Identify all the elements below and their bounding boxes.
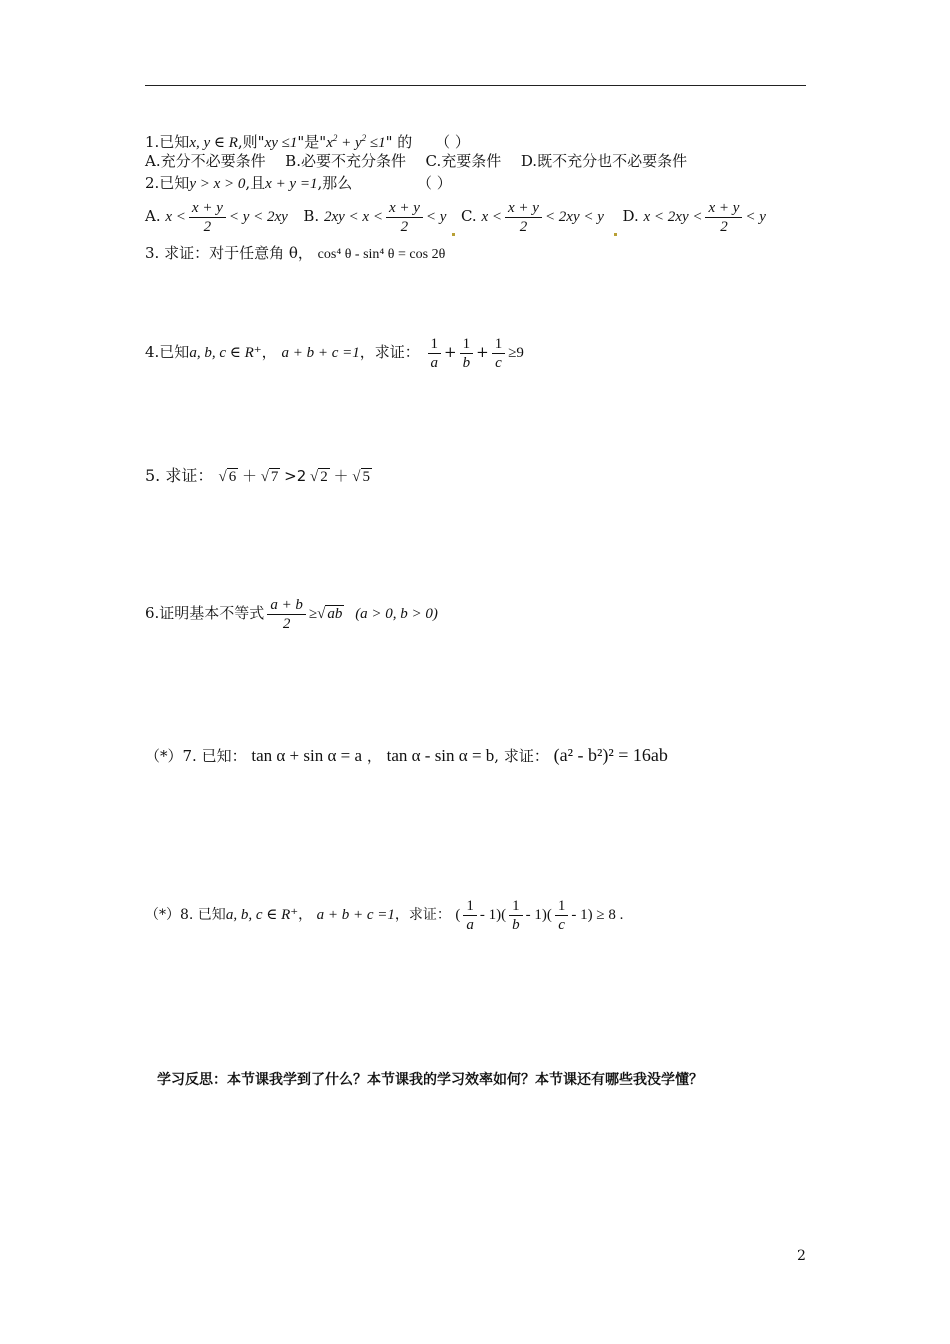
q4-condition: a + b + c =1 [281, 345, 360, 361]
q7-eq-1: tan α + sin α = a [251, 746, 363, 765]
q7-stem-b: , 求证： [494, 747, 549, 765]
q1-stem-b: ,则" [237, 133, 265, 151]
q1-condition: x, y ∈ R [189, 135, 238, 151]
q8-set: a, b, c ∈ R⁺ [225, 907, 299, 923]
q4-expression: $\frac{1}{a}$ + $\frac{1}{b}$ + $\frac{1}{c}$ ≥9 [425, 343, 524, 361]
q5-text: 5. 求证： [145, 466, 214, 485]
q1-mid: "是" [297, 133, 327, 151]
q8-stem: （*）8. 已知 [145, 907, 226, 923]
q6-text: 6.证明基本不等式 [145, 604, 265, 622]
q2-options [145, 197, 766, 236]
q1-expr1: xy ≤1 [264, 135, 298, 151]
q2-answer-paren: （ ） [417, 174, 452, 192]
q2-condition-1: y > x > 0 [189, 176, 246, 192]
q1-answer-paren: （ ） [435, 133, 470, 151]
q1-option-d: D.既不充分也不必要条件 [520, 152, 688, 170]
q2-option-d: D. x < 2xy < $\frac{x + y}{2}$ < y [622, 199, 766, 235]
q2-stem: 2.已知 [145, 174, 190, 192]
q4-stem: 4.已知 [145, 343, 190, 361]
question-8: （*）8. 已知a, b, c ∈ R⁺， a + b + c =1，求证： ( $\frac{1}{a}$ - 1)( $\frac{1}{b}$ - 1)( $\frac{1}{c}$ - 1) ≥ 8 . [145, 898, 624, 934]
q1-stem: 1.已知 [145, 133, 190, 151]
q6-condition: (a > 0, b > 0) [355, 606, 438, 622]
q6-fraction: $\frac{a + b}{2}$ [267, 596, 306, 633]
q8-condition: a + b + c =1 [316, 907, 395, 923]
q1-options [145, 151, 687, 171]
question-4: 4.已知a, b, c ∈ R⁺， a + b + c =1，求证： $\frac{1}{a}$ + $\frac{1}{b}$ + $\frac{1}{c}$ ≥9 [145, 335, 524, 371]
q1-option-c: C.充要条件 [425, 152, 502, 170]
question-7: （*）7. 已知： tan α + sin α = a ， tan α - sin α = b, 求证： (a² - b²)² = 16ab [145, 745, 668, 765]
q2-option-a: A. x < $\frac{x + y}{2}$ < y < 2xy [145, 199, 288, 235]
question-1 [145, 128, 470, 153]
header-rule [145, 85, 806, 86]
q8-expression: ( $\frac{1}{a}$ - 1)( $\frac{1}{b}$ - 1)( $\frac{1}{c}$ - 1) ≥ 8 . [455, 898, 624, 934]
q3-expression: cos⁴ θ - sin⁴ θ = cos 2θ [317, 247, 446, 262]
q4-set: a, b, c ∈ R⁺ [189, 345, 262, 361]
reflection-prompt: 学习反思：本节课我学到了什么？本节课我的学习效率如何？本节课还有哪些我没学懂？ [157, 1072, 703, 1088]
question-2 [145, 173, 452, 194]
question-6: 6.证明基本不等式 $\frac{a + b}{2}$ ≥√ ab (a > 0, b > 0) [145, 596, 438, 632]
q2-option-b: B. 2xy < x < $\frac{x + y}{2}$ < y [303, 199, 447, 235]
q2-stem-b: ,且 [245, 174, 266, 192]
q5-expression: √ 6 ＋ √ 7 >2 √ 2 ＋ √ 5 [218, 467, 371, 485]
page-number: 2 [797, 1248, 806, 1264]
q2-option-c: C. x < $\frac{x + y}{2}$ < 2xy < y [460, 199, 604, 235]
question-5 [145, 466, 372, 487]
q7-eq-3: (a² - b²)² = 16ab [553, 745, 668, 765]
question-3 [145, 243, 445, 265]
q2-condition-2: x + y =1 [265, 176, 318, 192]
q7-stem: （*）7. 已知： [145, 747, 247, 765]
q8-stem-b: ，求证： [394, 907, 451, 923]
q7-eq-2: tan α - sin α = b [386, 746, 495, 765]
q1-option-b: B.必要不充分条件 [285, 152, 406, 170]
q1-expr2: $x^2 + y^2 \le 1$ [326, 133, 386, 151]
q4-stem-b: ，求证： [359, 343, 420, 361]
q1-stem-c: " 的 [385, 133, 413, 151]
q1-option-a: A.充分不必要条件 [145, 152, 266, 170]
q3-text: 3. 求证：对于任意角 θ， [145, 244, 313, 262]
q2-stem-c: ,那么 [317, 174, 353, 192]
